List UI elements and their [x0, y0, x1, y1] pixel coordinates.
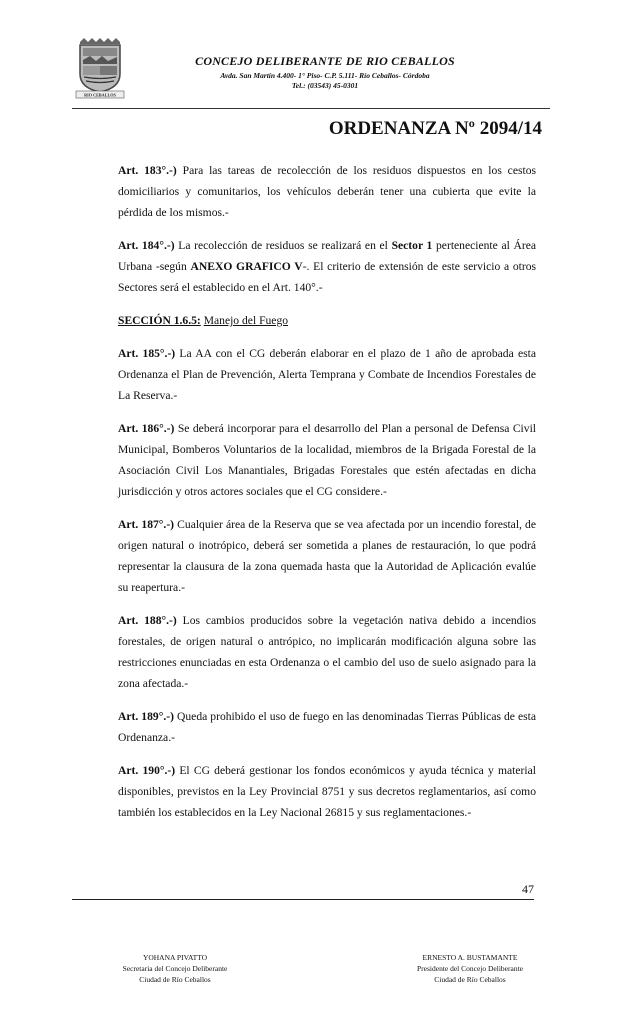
institution-phone: Tel.: (03543) 45-0301 — [291, 81, 359, 90]
article-label: Art. 188°.-) — [118, 614, 177, 627]
article-186 — [118, 418, 536, 502]
municipal-shield-icon — [68, 36, 132, 100]
article-text: perteneciente al Área Urbana -según — [118, 239, 537, 273]
article-label: Art. 185°.-) — [118, 347, 176, 360]
article-text: Queda prohibido el uso de fuego en las denominadas Tierras Públicas de esta Ordenanza.- — [118, 710, 537, 744]
letterhead — [140, 54, 510, 90]
institution-title: CONCEJO DELIBERANTE DE RIO CEBALLOS — [195, 54, 455, 68]
article-label: Art. 187°.-) — [118, 518, 175, 531]
section-label: SECCIÓN 1.6.5: — [118, 314, 201, 327]
annex-emphasis: ANEXO GRAFICO V — [190, 260, 303, 273]
article-184 — [118, 235, 536, 298]
article-190 — [118, 760, 536, 823]
article-text: Cualquier área de la Reserva que se vea afectada por un incendio forestal, de origen natural o inotrópico, deberá ser sometida a planes de restauración, lo que podrá representar la clausura de la zona quemada hasta que la Autoridad de Aplicación evalúe su reapertura.- — [118, 518, 536, 594]
signature-block-secretary — [100, 952, 250, 985]
article-187 — [118, 514, 536, 598]
article-text: Para las tareas de recolección de los residuos dispuestos en los cestos domiciliarios y comunitarios, los vehículos deberán tener una cubierta que evite la pérdida de los mismos.- — [118, 164, 537, 219]
signatory-place: Ciudad de Río Ceballos — [434, 975, 506, 984]
article-label: Art. 184°.-) — [118, 239, 175, 252]
article-183 — [118, 160, 536, 223]
article-text: La AA con el CG deberán elaborar en el plazo de 1 año de aprobada esta Ordenanza el Plan de Prevención, Alerta Temprana y Combate de Incendios Forestales de La Reserva.- — [118, 347, 536, 402]
article-189 — [118, 706, 536, 748]
article-188 — [118, 610, 536, 694]
document-body — [118, 160, 536, 835]
institution-address: Avda. San Martín 4.400- 1° Piso- C.P. 5.111- Río Ceballos- Córdoba — [220, 71, 430, 80]
section-title: Manejo del Fuego — [203, 314, 289, 327]
article-text: -. El criterio de extensión de este servicio a otros Sectores será el establecido en el Art. 140°.- — [118, 260, 537, 294]
section-heading — [118, 310, 536, 331]
article-text: Se deberá incorporar para el desarrollo del Plan a personal de Defensa Civil Municipal, Bomberos Voluntarios de la localidad, miembros de la Brigada Forestal de la Asociación Civil Los Manantiales, Brigadas Forestales que estén afectadas en dicha jurisdicción y otros actores sociales que el CG considere.- — [118, 422, 537, 498]
header-divider — [72, 108, 550, 109]
article-185 — [118, 343, 536, 406]
article-text: La recolección de residuos se realizará en el — [174, 239, 392, 252]
article-text: El CG deberá gestionar los fondos económicos y ayuda técnica y material disponibles, previstos en la Ley Provincial 8751 y sus decretos reglamentarios, así como también los establecidos en la Ley Nacional 26815 y sus reglamentaciones.- — [118, 764, 536, 819]
signatory-name: YOHANA PIVATTO — [142, 953, 208, 962]
signature-block-president — [390, 952, 550, 985]
signatory-name: ERNESTO A. BUSTAMANTE — [422, 953, 518, 962]
article-label: Art. 190°.-) — [118, 764, 176, 777]
article-text: Los cambios producidos sobre la vegetación nativa debido a incendios forestales, de origen natural o antrópico, no implicarán modificación alguna sobre las restricciones enunciadas en esta Ordenanza o el cambio del uso de suelo asignado para la zona afectada.- — [118, 614, 536, 690]
signatory-role: Secretaria del Concejo Deliberante — [122, 964, 228, 973]
page-number: 47 — [72, 882, 534, 900]
signatory-role: Presidente del Concejo Deliberante — [416, 964, 523, 973]
signatory-place: Ciudad de Río Ceballos — [139, 975, 211, 984]
ordinance-number: ORDENANZA Nº 2094/14 — [328, 118, 542, 139]
logo-text: RIO CEBALLOS — [84, 92, 116, 98]
article-label: Art. 186°.-) — [118, 422, 175, 435]
article-label: Art. 183°.-) — [118, 164, 177, 177]
sector-emphasis: Sector 1 — [391, 239, 433, 252]
article-label: Art. 189°.-) — [118, 710, 174, 723]
